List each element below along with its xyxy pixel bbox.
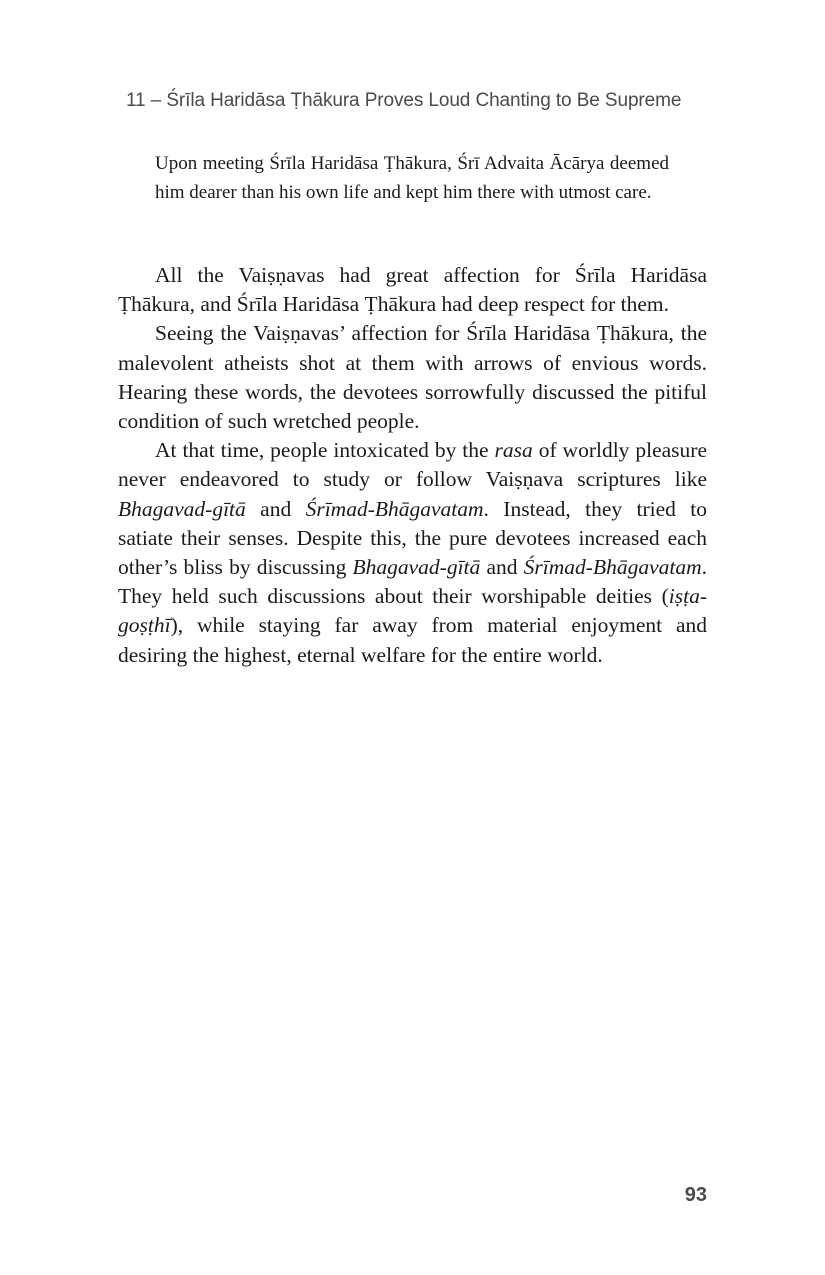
body-text xyxy=(118,261,707,670)
paragraph-2: Seeing the Vaiṣṇavas’ affection for Śrīla Haridāsa Ṭhākura, the malevolent atheists shot at them with arrows of envious words. Hearing these words, the devotees sorrowfully discussed the pitiful condition of such wretched people. xyxy=(118,321,707,434)
text-run: At that time, people intoxicated by the xyxy=(155,438,495,463)
text-run: . They held such discussions about their worshipable deities ( xyxy=(118,555,707,609)
text-run: and xyxy=(480,555,524,580)
paragraph-1: All the Vaiṣṇavas had great affection for Śrīla Haridāsa Ṭhākura, and Śrīla Haridāsa Ṭhākura had deep respect for them. xyxy=(118,263,707,317)
title-srimad-bhagavatam: Śrīmad-Bhāgavatam xyxy=(523,555,702,580)
page-number: 93 xyxy=(684,1184,707,1206)
title-bhagavad-gita: Bhagavad-gītā xyxy=(352,555,481,580)
title-srimad-bhagavatam: Śrīmad-Bhāgavatam xyxy=(305,496,484,521)
text-run: and xyxy=(245,496,306,521)
text-run: of worldly pleasure never endeavored to study or follow Vaiṣṇava scriptures like xyxy=(118,438,707,492)
verse-translation: Upon meeting Śrīla Haridāsa Ṭhākura, Śrī Advaita Ācārya deemed him dearer than his own life and kept him there with utmost care. xyxy=(155,153,669,203)
term-rasa: rasa xyxy=(494,438,533,463)
term-ista-gosthi: iṣṭa-goṣṭhī xyxy=(118,584,707,638)
text-run: . Instead, they tried to satiate their senses. Despite this, the pure devotees increased each other’s bliss by discussing xyxy=(118,496,708,580)
running-header: 11 – Śrīla Haridāsa Ṭhākura Proves Loud Chanting to Be Supreme xyxy=(126,90,682,111)
paragraph-3 xyxy=(118,436,707,670)
text-run: ), while staying far away from material enjoyment and desiring the highest, eternal welfare for the entire world. xyxy=(118,613,707,667)
title-bhagavad-gita: Bhagavad-gītā xyxy=(118,496,246,521)
